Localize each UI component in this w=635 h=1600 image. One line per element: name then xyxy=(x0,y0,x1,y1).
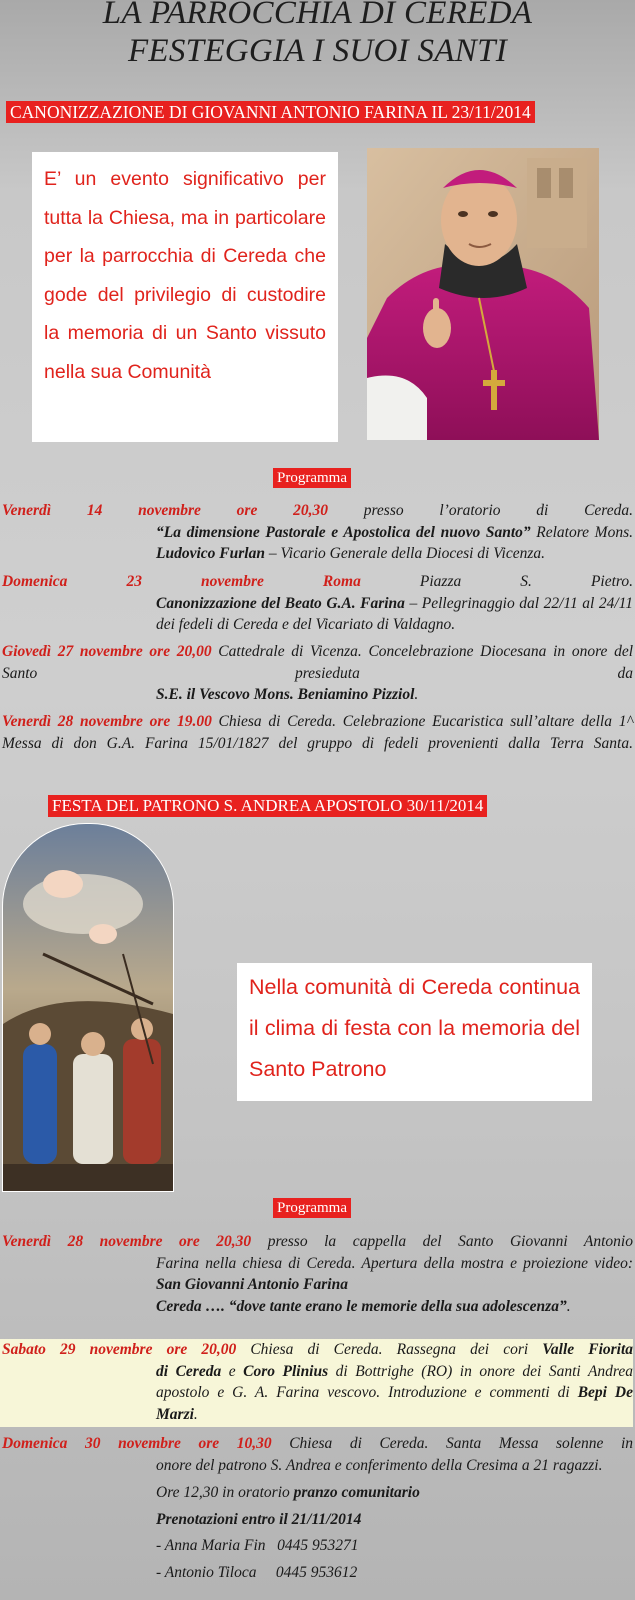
event-date: Domenica 30 novembre ore 10,30 xyxy=(2,1435,272,1452)
event-date: Venerdì 28 novembre ore 19.00 xyxy=(2,713,212,730)
event-date: Venerdì 28 novembre ore 20,30 xyxy=(2,1233,252,1250)
event-date: Venerdì 14 novembre ore 20,30 xyxy=(2,502,328,519)
canonization-intro-text: E’ un evento significativo per tutta la Chiesa, ma in particolare per la parrocchia di Cereda che gode del privilegio di custodire la memoria di un Santo vissuto nella sua Comunità xyxy=(44,168,326,383)
event-item: Venerdì 28 novembre ore 19.00 Chiesa di Cereda. Celebrazione Eucaristica sull’altare della 1^ Messa di don G.A. Farina 15/01/1827 del gruppo di fedeli provenienti dalla Terra Santa. xyxy=(2,713,633,752)
event-item: Domenica 30 novembre ore 10,30 Chiesa di Cereda. Santa Messa solenne in onore del patrono S. Andrea e conferimento della Cresima a 21 ragazzi. Ore 12,30 in oratorio pranzo comunitario Prenotazioni entro il 21/11/2014 - Anna Maria Fin 0445 953271 - Antonio Tiloca 0445 953612 xyxy=(2,1435,634,1581)
patron-intro-text: Nella comunità di Cereda continua il clima di festa con la memoria del Santo Patrono xyxy=(249,975,580,1081)
patron-feast-banner: FESTA DEL PATRONO S. ANDREA APOSTOLO 30/11/2014 xyxy=(48,795,487,817)
title-line-1: LA PARROCCHIA DI CEREDA xyxy=(102,0,533,31)
event-item: Giovedì 27 novembre ore 20,00 Cattedrale di Vicenza. Concelebrazione Diocesana in onore del Santo presieduta da S.E. il Vescovo Mons. Beniamino Pizziol. xyxy=(2,643,634,703)
event-item: Domenica 23 novembre Roma Piazza S. Pietro. Canonizzazione del Beato G.A. Farina – Pellegrinaggio dal 22/11 al 24/11 dei fedeli di Cereda e del Vicariato di Valdagno. xyxy=(2,573,633,633)
event-date: Sabato 29 novembre ore 20,00 xyxy=(2,1341,237,1358)
page-title xyxy=(0,0,635,70)
event-item-highlighted: Sabato 29 novembre ore 20,00 Chiesa di Cereda. Rassegna dei cori Valle Fiorita di Cereda e Coro Plinius di Bottrighe (RO) in onore dei Santi Andrea apostolo e G. A. Farina vescovo. Introduzione e commenti di Bepi De Marzi. xyxy=(0,1339,633,1427)
canonization-intro-box xyxy=(32,152,338,442)
event-item: Venerdì 28 novembre ore 20,30 presso la cappella del Santo Giovanni Antonio Farina nella chiesa di Cereda. Apertura della mostra e proiezione video: San Giovanni Antonio Farina Cereda …. “dove tante erano le memorie della sua adolescenza”. xyxy=(2,1233,633,1315)
painting-martyrdom-of-saint-andrew xyxy=(2,823,174,1192)
event-date: Giovedì 27 novembre ore 20,00 xyxy=(2,643,212,660)
event-item: Venerdì 14 novembre ore 20,30 presso l’oratorio di Cereda. “La dimensione Pastorale e Apostolica del nuovo Santo” Relatore Mons. Ludovico Furlan – Vicario Generale della Diocesi di Vicenza. xyxy=(2,502,633,562)
title-line-2: FESTEGGIA I SUOI SANTI xyxy=(127,33,508,69)
program-label-2: Programma xyxy=(273,1198,351,1218)
event-date: Domenica 23 novembre Roma xyxy=(2,573,361,590)
program-label-1: Programma xyxy=(273,468,351,488)
canonization-banner: CANONIZZAZIONE DI GIOVANNI ANTONIO FARINA IL 23/11/2014 xyxy=(6,101,535,123)
portrait-of-saint-farina xyxy=(367,148,599,440)
patron-intro-box xyxy=(237,963,592,1101)
